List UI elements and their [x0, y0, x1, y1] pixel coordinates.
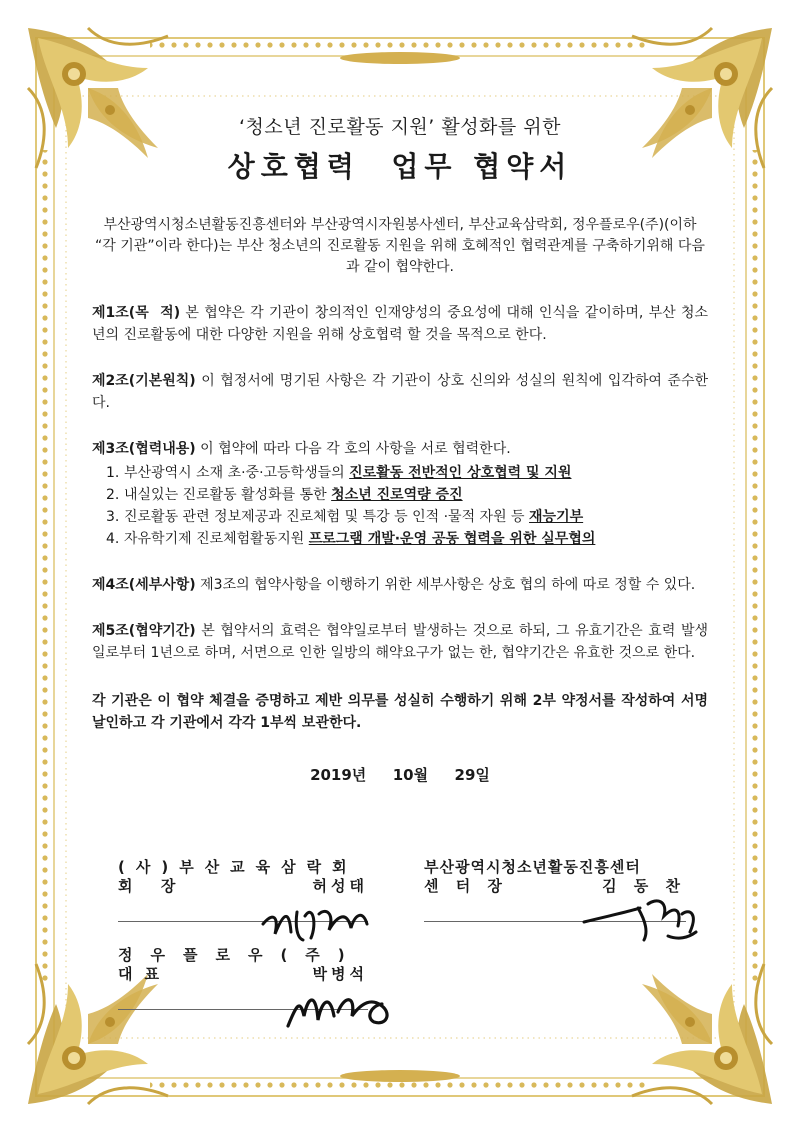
handwritten-signature-1 [255, 894, 385, 954]
preamble: 부산광역시청소년활동진흥센터와 부산광역시자원봉사센터, 부산교육삼락회, 정우플로우(주)(이하 “각 기관”이라 한다)는 부산 청소년의 진로활동 지원을 위해 호혜적인 협력관계를 구축하기위해 다음과 같이 협약한다. [95, 217, 705, 275]
agreement-date: 2019년 10월 29일 [310, 766, 490, 784]
role-label: 대표 [118, 965, 171, 983]
document-subtitle: ‘청소년 진로활동 지원’ 활성화를 위한 [238, 116, 562, 138]
article-4-heading: 제4조(세부사항) [92, 577, 196, 593]
org-name: 부산광역시청소년활동진흥센터 [424, 858, 641, 876]
list-item: 2. 내실있는 진로활동 활성화를 통한 청소년 진로역량 증진 [106, 487, 463, 503]
article-5 [92, 620, 708, 664]
article-3-text: 이 협약에 따라 다음 각 호의 사항을 서로 협력한다. [195, 441, 511, 457]
signatory-name: 박병석 [312, 965, 368, 983]
article-3 [92, 438, 708, 550]
org-name: 정우플로우(주) [118, 946, 363, 964]
article-5-heading: 제5조(협약기간) [92, 623, 196, 639]
handwritten-signature-2 [578, 888, 708, 952]
article-4 [92, 574, 708, 596]
role-label: 회 장 [118, 877, 182, 895]
signatory-name: 허성태 [312, 877, 368, 895]
list-item: 4. 자유학기제 진로체험활동지원 프로그램 개발·운영 공동 협력을 위한 실무협의 [106, 531, 596, 547]
article-5-text: 본 협약서의 효력은 협약일로부터 발생하는 것으로 하되, 그 유효기간은 효력 발생일로부터 1년으로 하며, 서면으로 인한 일방의 해약요구가 없는 한, 협약기간은 유효한 것으로 한다. [92, 623, 708, 661]
article-1-text: 본 협약은 각 기관이 창의적인 인재양성의 중요성에 대해 인식을 같이하며, 부산 청소년의 진로활동에 대한 다양한 지원을 위해 상호협력 할 것을 목적으로 한다. [92, 305, 708, 343]
article-3-heading: 제3조(협력내용) [92, 441, 196, 457]
document-title: 상호협력 업무 협약서 [227, 150, 573, 183]
agreement-body [92, 112, 708, 785]
cooperation-items-list [92, 462, 708, 550]
article-2 [92, 370, 708, 414]
article-2-heading: 제2조(기본원칙) [92, 373, 196, 389]
signatory-name: 김 동 찬 [602, 877, 686, 895]
article-1 [92, 302, 708, 346]
list-item: 1. 부산광역시 소재 초·중·고등학생들의 진로활동 전반적인 상호협력 및 지원 [106, 465, 572, 481]
list-item: 3. 진로활동 관련 정보제공과 진로체험 및 특강 등 인적 ·물적 자원 등 재능기부 [106, 509, 584, 525]
handwritten-signature-3 [282, 976, 412, 1036]
article-4-text: 제3조의 협약사항을 이행하기 위한 세부사항은 상호 협의 하에 따로 정할 수 있다. [195, 577, 696, 593]
role-label: 센 터 장 [424, 877, 508, 895]
closing-statement: 각 기관은 이 협약 체결을 증명하고 제반 의무를 성실히 수행하기 위해 2부 약정서를 작성하여 서명 날인하고 각 기관에서 각각 1부씩 보관한다. [92, 693, 708, 731]
org-name: (사)부산교육삼락회 [118, 858, 358, 876]
article-2-text: 이 협정서에 명기된 사항은 각 기관이 상호 신의와 성실의 원칙에 입각하여 준수한다. [92, 373, 708, 411]
article-1-heading: 제1조(목 적) [92, 305, 181, 321]
